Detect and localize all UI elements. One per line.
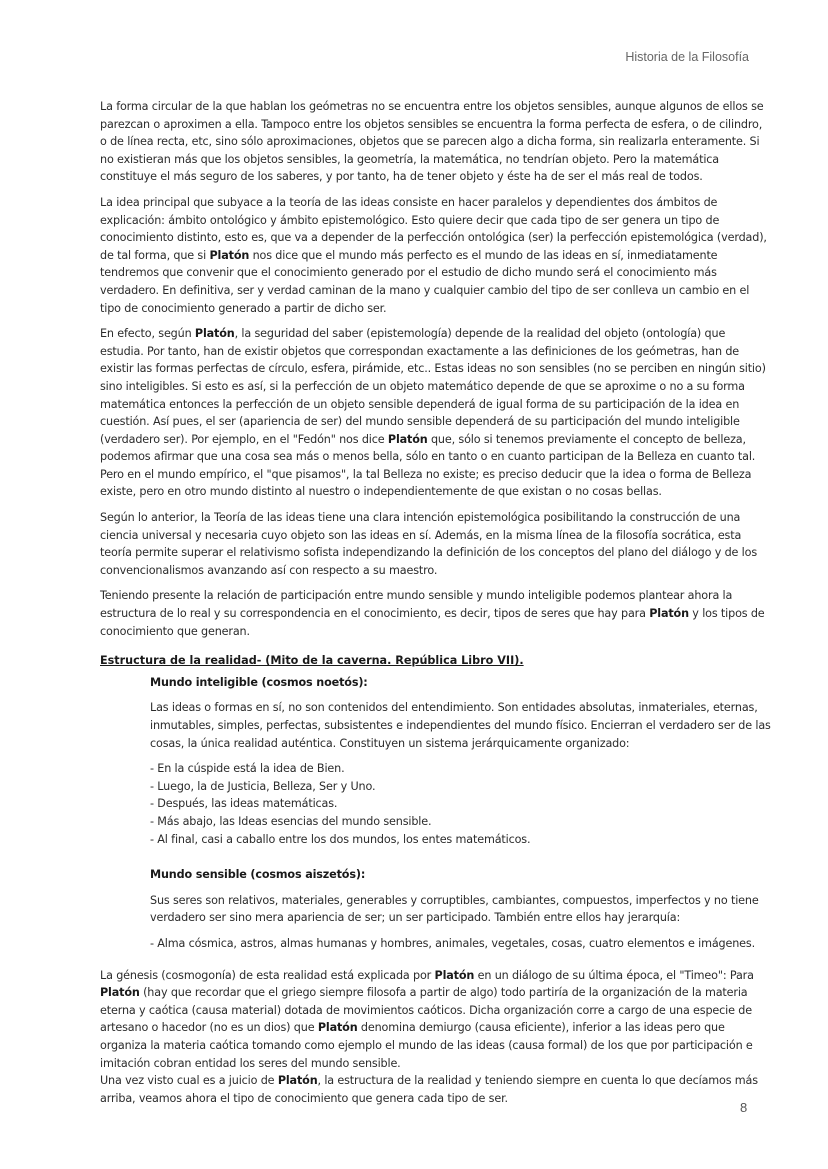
text-run: y los tipos de conocimiento que generan. [100, 607, 765, 638]
text-run: (hay que recordar que el griego siempre filosofa a partir de algo) todo partiría de la organización de la materia eterna y caótica (causa material) dotada de movimientos caóticos. Dicha organización corre a cargo de una especie de artesano o hacedor (no es un dios) que [100, 986, 752, 1035]
hierarchy-list-intelligible [150, 760, 772, 848]
text-run: La idea principal que subyace a la teoría de las ideas consiste en hacer paralelos y dependientes dos ámbitos de explicación: ámbito ontológico y ámbito epistemológico. Esto quiere decir que cada tipo de ser genera un tipo de conocimiento distinto, esto es, que va a depender de la perfección ontológica (ser) la perfección epistemológica (verdad), de tal forma, que si [100, 195, 767, 262]
author-name-bold: Platón [209, 248, 250, 262]
list-item: - Después, las ideas matemáticas. [150, 797, 338, 811]
author-name-bold: Platón [317, 1021, 358, 1035]
paragraph-knowledge-security [100, 325, 772, 501]
running-header-title: Historia de la Filosofía [625, 50, 749, 64]
text-run: en un diálogo de su última época, el "Timeo": Para [474, 968, 754, 982]
page-body [100, 98, 772, 1115]
section-intelligible-world [150, 674, 772, 953]
author-name-bold: Platón [649, 607, 689, 621]
paragraph-conclusion [100, 1072, 772, 1107]
text-run: Teniendo presente la relación de participación entre mundo sensible y mundo inteligible podemos plantear ahora la estructura de lo real y su correspondencia en el conocimiento, es decir, tipos de seres que hay para [100, 589, 733, 621]
page-number: 8 [740, 1100, 748, 1115]
paragraph-theory-intention: Según lo anterior, la Teoría de las ideas tiene una clara intención epistemológica posibilitando la construcción de una ciencia universal y necesaria cuyo objeto son las ideas en sí. Además, en la misma línea de la filosofía socrática, esta teoría permite superar el relativismo sofista independizando la definición de los conceptos del plano del diálogo y de los convencionalismos avanzando así con respecto a su maestro. [100, 511, 757, 577]
paragraph-genesis-timeo [100, 967, 772, 1073]
author-name-bold: Platón [434, 968, 475, 982]
text-run: , la estructura de la realidad y teniendo siempre en cuenta lo que decíamos más arriba, veamos ahora el tipo de conocimiento que genera cada tipo de ser. [100, 1074, 758, 1105]
text-run: Una vez visto cual es a juicio de [100, 1074, 278, 1088]
list-item: - En la cúspide está la idea de Bien. [150, 762, 345, 776]
subheading-sensible-world: Mundo sensible (cosmos aiszetós): [150, 868, 366, 882]
author-name-bold: Platón [100, 986, 140, 1000]
paragraph-participation [100, 587, 772, 640]
list-item: - Más abajo, las Ideas esencias del mundo sensible. [150, 814, 432, 828]
paragraph-sensible-world: Sus seres son relativos, materiales, generables y corruptibles, cambiantes, compuestos, imperfectos y no tiene verdadero ser sino mera apariencia de ser; un ser participado. También entre ellos hay jerarquía: [150, 893, 759, 925]
list-item-sensible-hierarchy: - Alma cósmica, astros, almas humanas y hombres, animales, vegetales, cosas, cuatro elementos e imágenes. [150, 936, 755, 950]
subheading-intelligible-world: Mundo inteligible (cosmos noetós): [150, 675, 368, 689]
author-name-bold: Platón [194, 327, 235, 341]
text-run: denomina demiurgo (causa eficiente), inferior a las ideas pero que organiza la materia caótica tomando como ejemplo el mundo de las ideas (causa formal) de los que por participación e imitación cobran entidad los seres del mundo sensible. [100, 1021, 753, 1070]
author-name-bold: Platón [277, 1074, 318, 1088]
section-heading-structure-of-reality: Estructura de la realidad- (Mito de la caverna. República Libro VII). [100, 654, 524, 668]
text-run: En efecto, según [100, 327, 195, 341]
text-run: nos dice que el mundo más perfecto es el mundo de las ideas en sí, inmediatamente tendremos que convenir que el conocimiento generado por el estudio de dicho mundo será el conocimiento más verdadero. En definitiva, ser y verdad caminan de la mano y cualquier cambio del tipo de ser conlleva un cambio en el tipo de conocimiento generado a partir de dicho ser. [100, 248, 750, 315]
list-item: - Luego, la de Justicia, Belleza, Ser y Uno. [150, 779, 376, 793]
author-name-bold: Platón [387, 432, 428, 446]
list-item: - Al final, casi a caballo entre los dos mundos, los entes matemáticos. [150, 832, 531, 846]
paragraph-ontology-epistemology [100, 194, 772, 317]
paragraph-geometric-forms: La forma circular de la que hablan los geómetras no se encuentra entre los objetos sensibles, aunque algunos de ellos se parezcan o aproximen a ella. Tampoco entre los objetos sensibles se encuentra la forma perfecta de esfera, o de cilindro, o de línea recta, etc, sino sólo aproximaciones, objetos que se parecen algo a dicha forma, sin realizarla enteramente. Si no existieran más que los objetos sensibles, la geometría, la matemática, no tendrían objeto. Pero la matemática constituye el más seguro de los saberes, y por tanto, ha de tener objeto y éste ha de ser el más real de todos. [100, 100, 764, 184]
text-run: La génesis (cosmogonía) de esta realidad está explicada por [100, 968, 435, 982]
text-run: que, sólo si tenemos previamente el concepto de belleza, podemos afirmar que una cosa sea más o menos bella, sólo en tanto o en cuanto participan de la Belleza en cuanto tal. Pero en el mundo empírico, el "que pisamos", la tal Belleza no existe; es preciso deducir que la idea o forma de Belleza existe, pero en otro mundo distinto al nuestro o independientemente de que existan o no cosas bellas. [100, 432, 756, 499]
paragraph-intelligible-world: Las ideas o formas en sí, no son contenidos del entendimiento. Son entidades absolutas, inmateriales, eternas, inmutables, simples, perfectas, subsistentes e independientes del mundo físico. Encierran el verdadero ser de las cosas, la única realidad auténtica. Constituyen un sistema jerárquicamente organizado: [150, 701, 771, 750]
text-run: , la seguridad del saber (epistemología) depende de la realidad del objeto (ontología) que estudia. Por tanto, han de existir objetos que correspondan exactamente a las definiciones de los geómetras, han de existir las formas perfectas de círculo, esfera, pirámide, etc.. Estas ideas no son sensibles (no se perciben en ningún sitio) sino inteligibles. Si esto es así, si la perfección de un objeto matemático depende de que se aproxime o no a su forma matemática entonces la perfección de un objeto sensible dependerá de igual forma de su participación de la idea en cuestión. Así pues, el ser (apariencia de ser) del mundo sensible dependerá de su participación del mundo inteligible (verdadero ser). Por ejemplo, en el "Fedón" nos dice [100, 327, 766, 446]
